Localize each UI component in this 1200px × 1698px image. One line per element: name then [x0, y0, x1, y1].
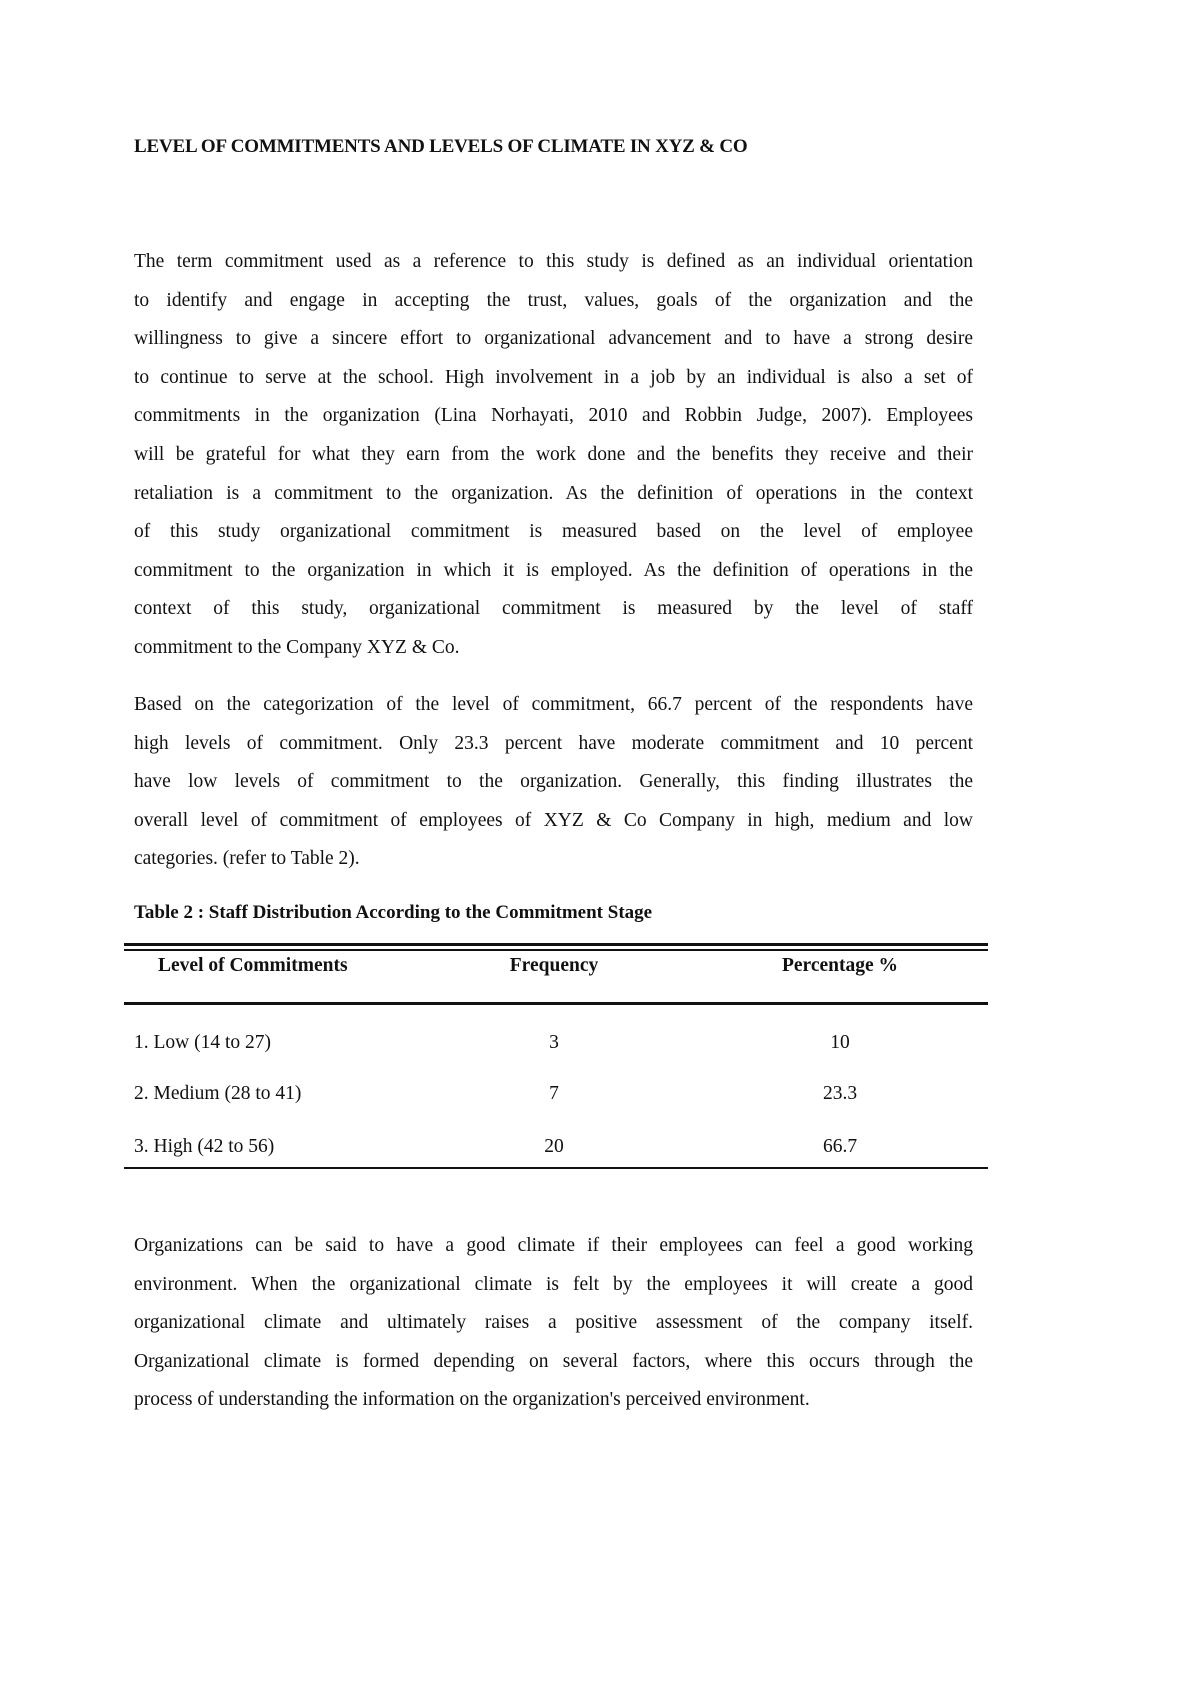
text-line: The term commitment used as a reference to this study is defined as an individual orientation [134, 251, 973, 272]
text-line: process of understanding the information on the organization's perceived environment. [134, 1389, 810, 1411]
table-cell-level: 1. Low (14 to 27) [134, 1032, 272, 1053]
text-line: Organizations can be said to have a good climate if their employees can feel a good working [134, 1235, 973, 1256]
table-cell-percentage: 66.7 [822, 1136, 858, 1157]
table-cell-percentage: 10 [830, 1032, 850, 1053]
text-line: commitment to the organization in which it is employed. As the definition of operations in the [134, 559, 973, 581]
table-cell-percentage: 23.3 [822, 1083, 858, 1104]
text-line: commitments in the organization (Lina Norhayati, 2010 and Robbin Judge, 2007). Employees [134, 405, 973, 427]
table-cell-frequency: 20 [544, 1136, 564, 1157]
text-line: commitment to the Company XYZ & Co. [134, 636, 460, 658]
paragraph-commitment-levels [134, 686, 973, 879]
paragraph-commitment-definition [134, 243, 973, 668]
text-line: to identify and engage in accepting the trust, values, goals of the organization and the [134, 289, 973, 311]
text-line: organizational climate and ultimately raises a positive assessment of the company itself. [134, 1312, 973, 1334]
text-line: high levels of commitment. Only 23.3 percent have moderate commitment and 10 percent [134, 732, 973, 754]
table-cell-frequency: 7 [549, 1083, 559, 1104]
text-line: categories. (refer to Table 2). [134, 848, 360, 870]
table-top-rule-1 [124, 943, 988, 946]
table-top-rule-2 [124, 949, 988, 951]
text-line: to continue to serve at the school. High involvement in a job by an individual is also a set of [134, 366, 973, 388]
text-line: Based on the categorization of the level of commitment, 66.7 percent of the respondents have [134, 694, 973, 715]
table-cell-frequency: 3 [549, 1032, 559, 1053]
paragraph-organizational-climate [134, 1227, 973, 1420]
text-line: retaliation is a commitment to the organization. As the definition of operations in the context [134, 482, 973, 504]
header-percentage: Percentage % [781, 955, 899, 976]
header-level: Level of Commitments [158, 955, 348, 976]
document-title: LEVEL OF COMMITMENTS AND LEVELS OF CLIMATE IN XYZ & CO [134, 136, 748, 157]
text-line: have low levels of commitment to the organization. Generally, this finding illustrates the [134, 771, 973, 793]
table-cell-level: 3. High (42 to 56) [134, 1136, 275, 1157]
text-line: willingness to give a sincere effort to organizational advancement and to have a strong desire [134, 328, 973, 350]
table-header-rule [124, 1002, 988, 1005]
table-caption: Table 2 : Staff Distribution According to the Commitment Stage [134, 902, 653, 923]
text-line: Organizational climate is formed depending on several factors, where this occurs through the [134, 1350, 973, 1372]
text-line: will be grateful for what they earn from the work done and the benefits they receive and their [134, 443, 973, 465]
text-line: environment. When the organizational climate is felt by the employees it will create a good [134, 1273, 973, 1295]
header-frequency: Frequency [509, 955, 599, 976]
table-bottom-rule [124, 1167, 988, 1169]
text-line: of this study organizational commitment is measured based on the level of employee [134, 521, 973, 543]
text-line: overall level of commitment of employees of XYZ & Co Company in high, medium and low [134, 809, 973, 831]
text-line: context of this study, organizational commitment is measured by the level of staff [134, 598, 973, 620]
table-cell-level: 2. Medium (28 to 41) [134, 1083, 302, 1104]
